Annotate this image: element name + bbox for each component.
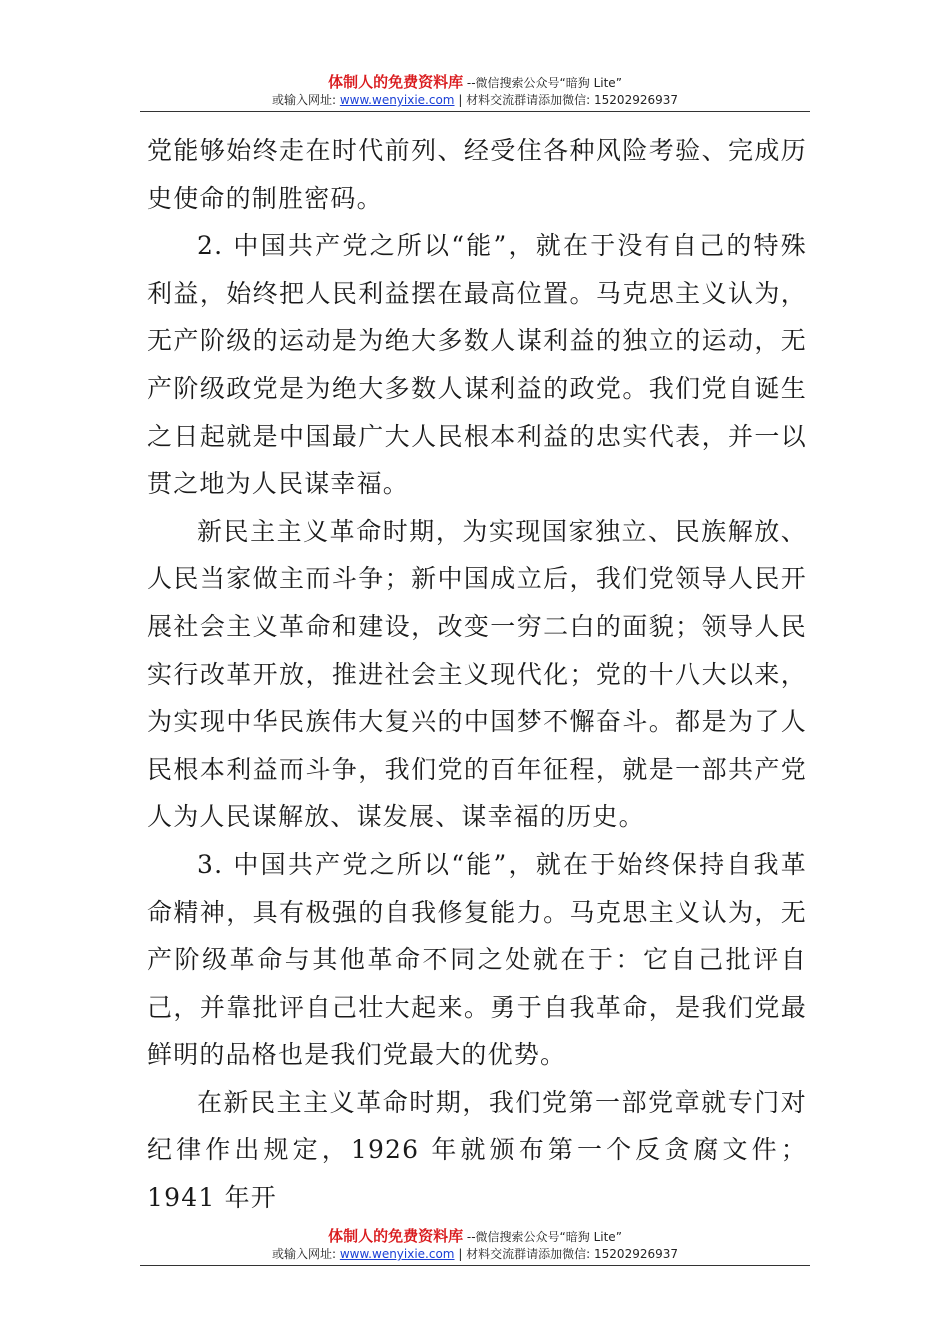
- header-url-suffix: | 材料交流群请添加微信: 15202926937: [454, 93, 679, 107]
- footer-brand: 体制人的免费资料库: [328, 1227, 464, 1245]
- footer-tagline: --微信搜索公众号“暗狗 Lite”: [463, 1230, 622, 1244]
- footer-title-line: [140, 1228, 810, 1246]
- header-title-line: [140, 74, 810, 92]
- document-body: [147, 127, 807, 1222]
- header-url-link[interactable]: www.wenyixie.com: [339, 93, 455, 107]
- body-paragraph: 新民主主义革命时期，为实现国家独立、民族解放、人民当家做主而斗争；新中国成立后，我们党领导人民开展社会主义革命和建设，改变一穷二白的面貌；领导人民实行改革开放，推进社会主义现代化；党的十八大以来，为实现中华民族伟大复兴的中国梦不懈奋斗。都是为了人民根本利益而斗争，我们党的百年征程，就是一部共产党人为人民谋解放、谋发展、谋幸福的历史。: [147, 516, 807, 832]
- body-paragraph: 2. 中国共产党之所以“能”，就在于没有自己的特殊利益，始终把人民利益摆在最高位置。马克思主义认为，无产阶级的运动是为绝大多数人谋利益的独立的运动，无产阶级政党是为绝大多数人谋利益的政党。我们党自诞生之日起就是中国最广大人民根本利益的忠实代表，并一以贯之地为人民谋幸福。: [147, 231, 807, 499]
- header-url-line: [140, 92, 810, 109]
- header-banner: [140, 74, 810, 112]
- header-divider: [140, 111, 810, 112]
- body-paragraph: 党能够始终走在时代前列、经受住各种风险考验、完成历史使命的制胜密码。: [147, 136, 807, 213]
- header-tagline: --微信搜索公众号“暗狗 Lite”: [463, 76, 622, 90]
- footer-url-link[interactable]: www.wenyixie.com: [339, 1247, 455, 1261]
- footer-divider: [140, 1265, 810, 1266]
- footer-url-line: [140, 1246, 810, 1263]
- footer-url-prefix: 或输入网址:: [271, 1247, 340, 1261]
- header-brand: 体制人的免费资料库: [328, 73, 464, 91]
- footer-url-suffix: | 材料交流群请添加微信: 15202926937: [454, 1247, 679, 1261]
- body-paragraph: 3. 中国共产党之所以“能”，就在于始终保持自我革命精神，具有极强的自我修复能力。马克思主义认为，无产阶级革命与其他革命不同之处就在于：它自己批评自己，并靠批评自己壮大起来。勇于自我革命，是我们党最鲜明的品格也是我们党最大的优势。: [147, 849, 807, 1070]
- footer-banner: [140, 1228, 810, 1266]
- header-url-prefix: 或输入网址:: [271, 93, 340, 107]
- body-paragraph: 在新民主主义革命时期，我们党第一部党章就专门对纪律作出规定，1926 年就颁布第一个反贪腐文件；1941 年开: [147, 1087, 807, 1213]
